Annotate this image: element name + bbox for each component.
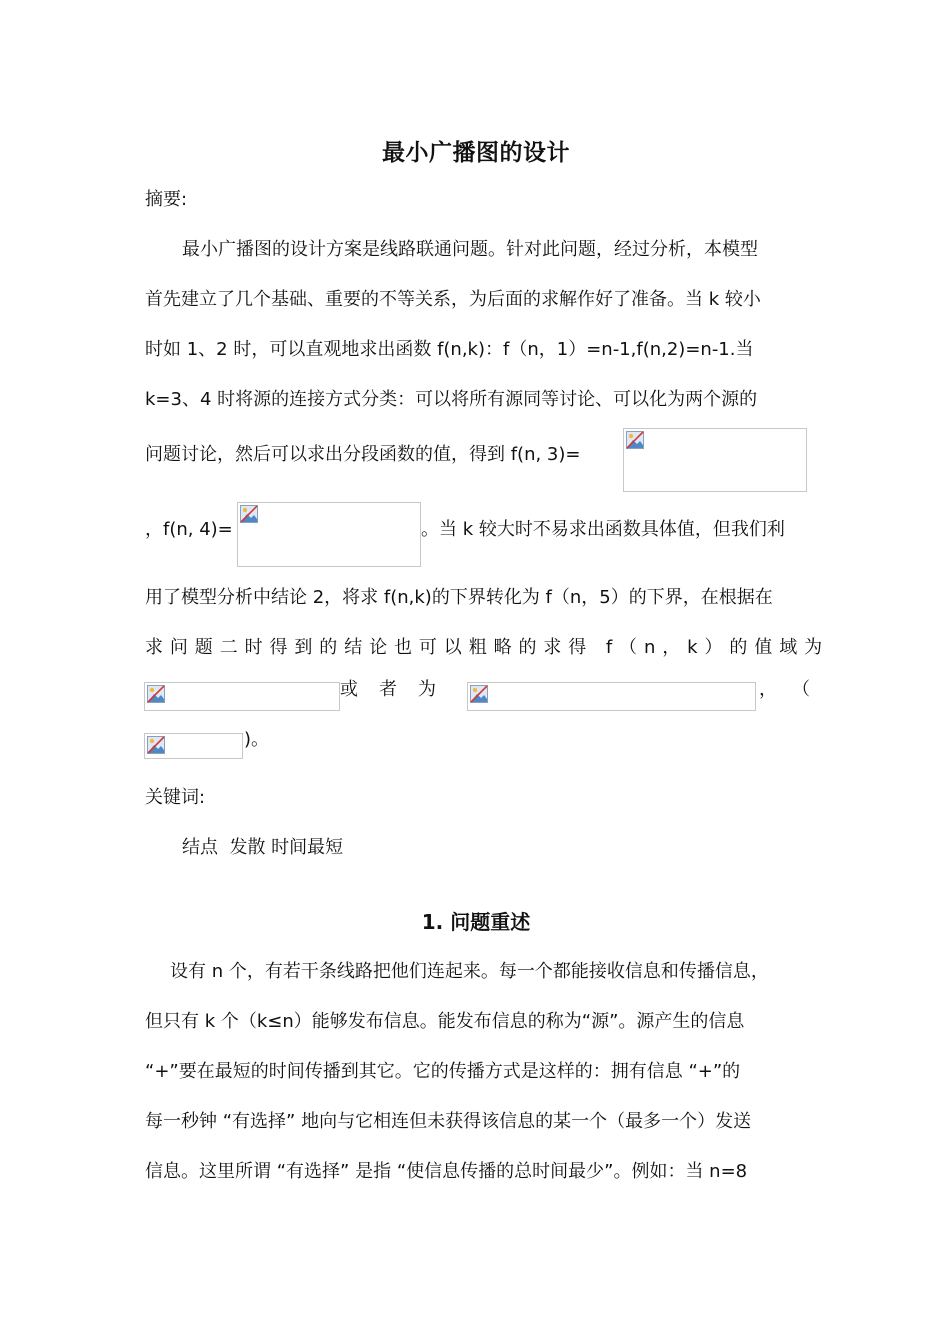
broken-image-icon <box>240 505 258 523</box>
broken-image-icon <box>147 736 165 754</box>
abstract-line-7: 用了模型分析中结论 2，将求 f(n,k)的下界转化为 f（n，5）的下界，在根据在 <box>145 587 773 608</box>
abstract-line-6a: ，f(n, 4)= <box>145 519 233 540</box>
section-1-line-2: 但只有 k 个（k≤n）能够发布信息。能发布信息的称为“源”。源产生的信息 <box>145 1011 745 1032</box>
section-1-line-4: 每一秒钟 “有选择” 地向与它相连但未获得该信息的某一个（最多一个）发送 <box>145 1111 752 1132</box>
formula-image-f-n-3 <box>623 428 807 492</box>
formula-image-range-2 <box>467 682 756 711</box>
broken-image-icon <box>147 685 165 703</box>
formula-image-range-3 <box>144 733 243 759</box>
abstract-line-4: k=3、4 时将源的连接方式分类：可以将所有源同等讨论、可以化为两个源的 <box>145 389 758 410</box>
abstract-line-2: 首先建立了几个基础、重要的不等关系，为后面的求解作好了准备。当 k 较小 <box>145 289 761 310</box>
comma-paren-text: ，（ <box>759 679 834 700</box>
abstract-line-6b: 。当 k 较大时不易求出函数具体值，但我们利 <box>421 519 785 540</box>
section-1-line-1: 设有 n 个，有若干条线路把他们连起来。每一个都能接收信息和传播信息， <box>170 961 769 982</box>
abstract-label: 摘要: <box>145 189 188 210</box>
abstract-line-3: 时如 1、2 时，可以直观地求出函数 f(n,k)：f（n，1）=n-1,f(n,2)=n-1.当 <box>145 339 754 360</box>
keywords: 结点 发散 时间最短 <box>182 837 344 858</box>
broken-image-icon <box>626 431 644 449</box>
close-paren-text: )。 <box>244 729 270 750</box>
abstract-line-5: 问题讨论，然后可以求出分段函数的值，得到 f(n, 3)= <box>145 444 581 465</box>
formula-image-f-n-4 <box>237 502 421 567</box>
section-1-line-3: “+”要在最短的时间传播到其它。它的传播方式是这样的：拥有信息 “+”的 <box>145 1061 741 1082</box>
or-text: 或者为 <box>340 679 457 700</box>
section-1-title: 1. 问题重述 <box>421 910 531 934</box>
document-title: 最小广播图的设计 <box>382 140 570 166</box>
keywords-label: 关键词: <box>145 787 206 808</box>
section-1-line-5: 信息。这里所谓 “有选择” 是指 “使信息传播的总时间最少”。例如：当 n=8 <box>145 1161 748 1182</box>
abstract-line-8: 求问题二时得到的结论也可以粗略的求得 f（n，k）的值域为 <box>145 637 829 658</box>
document-page <box>145 0 834 1344</box>
abstract-line-1: 最小广播图的设计方案是线路联通问题。针对此问题，经过分析，本模型 <box>182 239 758 260</box>
broken-image-icon <box>470 685 488 703</box>
formula-image-range-1 <box>144 682 340 711</box>
